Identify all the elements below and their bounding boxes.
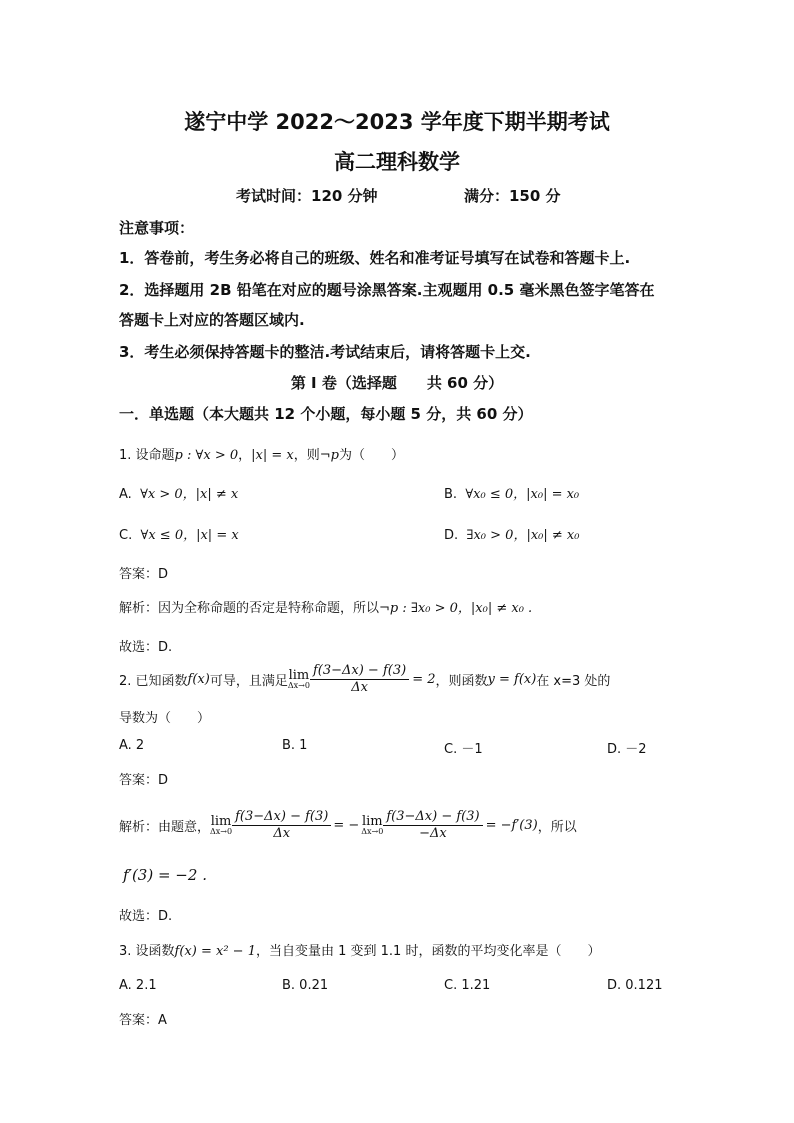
q2-e-lim1-sub: Δx→0 [210,826,233,836]
q1-explanation [119,597,532,616]
q2-lim-word: lim [288,667,310,683]
q2-e-lim2-word: lim [361,813,383,829]
note-1: 1．答卷前，考生务必将自己的班级、姓名和准考证号填写在试卷和答题卡上. [119,249,631,267]
q3-option-b: B. 0.21 [282,978,329,993]
q2-option-b: B. 1 [282,738,308,753]
q2-limit [288,669,310,690]
q1-prefix: 1. 设命题 [119,448,175,463]
q2-lim-sub: Δx→0 [287,680,310,690]
q3-answer: 答案：A [119,1013,167,1028]
q1-explanation-math: ¬p : ∃x₀ > 0，|x₀| ≠ x₀ . [379,601,533,616]
q2-eq: = 2 [412,671,436,687]
q1-abs: |x| = x [251,448,294,463]
q1-option-c-label: C. [119,528,133,543]
q2-fraction [310,663,409,695]
section-heading: 一．单选题（本大题共 12 个小题，每小题 5 分，共 60 分） [119,405,533,423]
q3-option-a: A. 2.1 [119,978,157,993]
q2-e-num2: f(3−Δx) − f(3) [383,809,482,826]
q2-e-den1: Δx [273,825,291,841]
q2-mid: 可导，且满足 [209,673,288,689]
notes-heading: 注意事项： [119,219,195,237]
q2-post2: 在 x=3 处的 [536,673,611,689]
q1-proposition: p : ∀x > 0 [174,448,239,463]
q2-fx: f(x) [187,671,210,687]
q2-e-eq2: = −f′(3) [485,817,538,833]
q2-explanation-line2: f′(3) = −2 . [123,866,207,884]
q1-post2: 为（ ） [338,448,404,463]
q1-option-d [444,524,579,543]
q1-option-a-text: ∀x > 0，|x| ≠ x [140,487,239,502]
q3-option-d: D. 0.121 [607,978,663,993]
q2-e-limit1 [210,815,232,836]
part-heading: 第 I 卷（选择题 共 60 分） [290,374,504,392]
q2-explanation [119,802,577,848]
exam-title: 遂宁中学 2022～2023 学年度下期半期考试 [184,110,610,134]
q1-option-b-label: B. [444,487,458,502]
q2-explanation-text: 解析：由题意， [119,819,211,835]
q2-answer: 答案：D [119,773,169,788]
note-2-cont: 答题卡上对应的答题区域内. [119,311,305,329]
q1-option-a-label: A. [119,487,132,502]
q1-option-a [119,483,238,502]
q2-e-num1: f(3−Δx) − f(3) [232,809,331,826]
note-3: 3．考生必须保持答题卡的整洁.考试结束后，请将答题卡上交. [119,343,531,361]
question-1 [119,444,404,463]
q1-option-b-text: ∀x₀ ≤ 0，|x₀| = x₀ [465,487,580,502]
q1-explanation-text: 解析：因为全称命题的否定是特称命题，所以 [119,601,380,616]
note-2: 2．选择题用 2B 铅笔在对应的题号涂黑答案.主观题用 0.5 毫米黑色签字笔答在 [119,281,655,299]
q3-post: ，当自变量由 1 变到 1.1 时，函数的平均变化率是（ ） [255,944,601,959]
q2-e-lim1-word: lim [210,813,232,829]
q2-option-a: A. 2 [119,738,145,753]
q1-option-d-label: D. [444,528,459,543]
exam-score: 满分：150 分 [464,187,561,205]
q2-e-eq1: = − [333,817,360,833]
q1-answer: 答案：D [119,567,169,582]
q2-numerator: f(3−Δx) − f(3) [310,663,409,680]
q2-e-den2: −Δx [419,825,447,841]
q3-prefix: 3. 设函数 [119,944,175,959]
q1-option-b [444,483,579,502]
q2-e-limit2 [361,815,383,836]
q2-yfx: y = f(x) [487,671,537,687]
q2-e-lim2-sub: Δx→0 [361,826,384,836]
q3-option-c: C. 1.21 [444,978,491,993]
q1-choose: 故选：D. [119,640,173,655]
q1-option-c-text: ∀x ≤ 0，|x| = x [140,528,239,543]
q1-post1: ，则 [293,448,320,463]
q2-option-d: D. －2 [607,742,647,757]
q1-option-c [119,524,239,543]
q2-e-post: ，所以 [537,819,577,835]
q2-choose: 故选：D. [119,909,173,924]
q1-option-d-text: ∃x₀ > 0，|x₀| ≠ x₀ [466,528,580,543]
q2-option-c: C. －1 [444,742,483,757]
q2-prefix: 2. 已知函数 [119,673,188,689]
exam-subtitle: 高二理科数学 [334,150,460,174]
question-2 [119,660,610,698]
q2-post1: ，则函数 [435,673,488,689]
q1-comma: ， [238,448,252,463]
question-3 [119,940,600,959]
q2-e-fraction2 [383,809,482,841]
q3-fx: f(x) = x² − 1 [174,944,256,959]
q2-line2: 导数为（ ） [119,711,211,726]
q1-negp: ¬p [319,448,339,463]
exam-time: 考试时间：120 分钟 [236,187,378,205]
q2-denominator: Δx [351,679,368,695]
q2-e-fraction1 [232,809,331,841]
